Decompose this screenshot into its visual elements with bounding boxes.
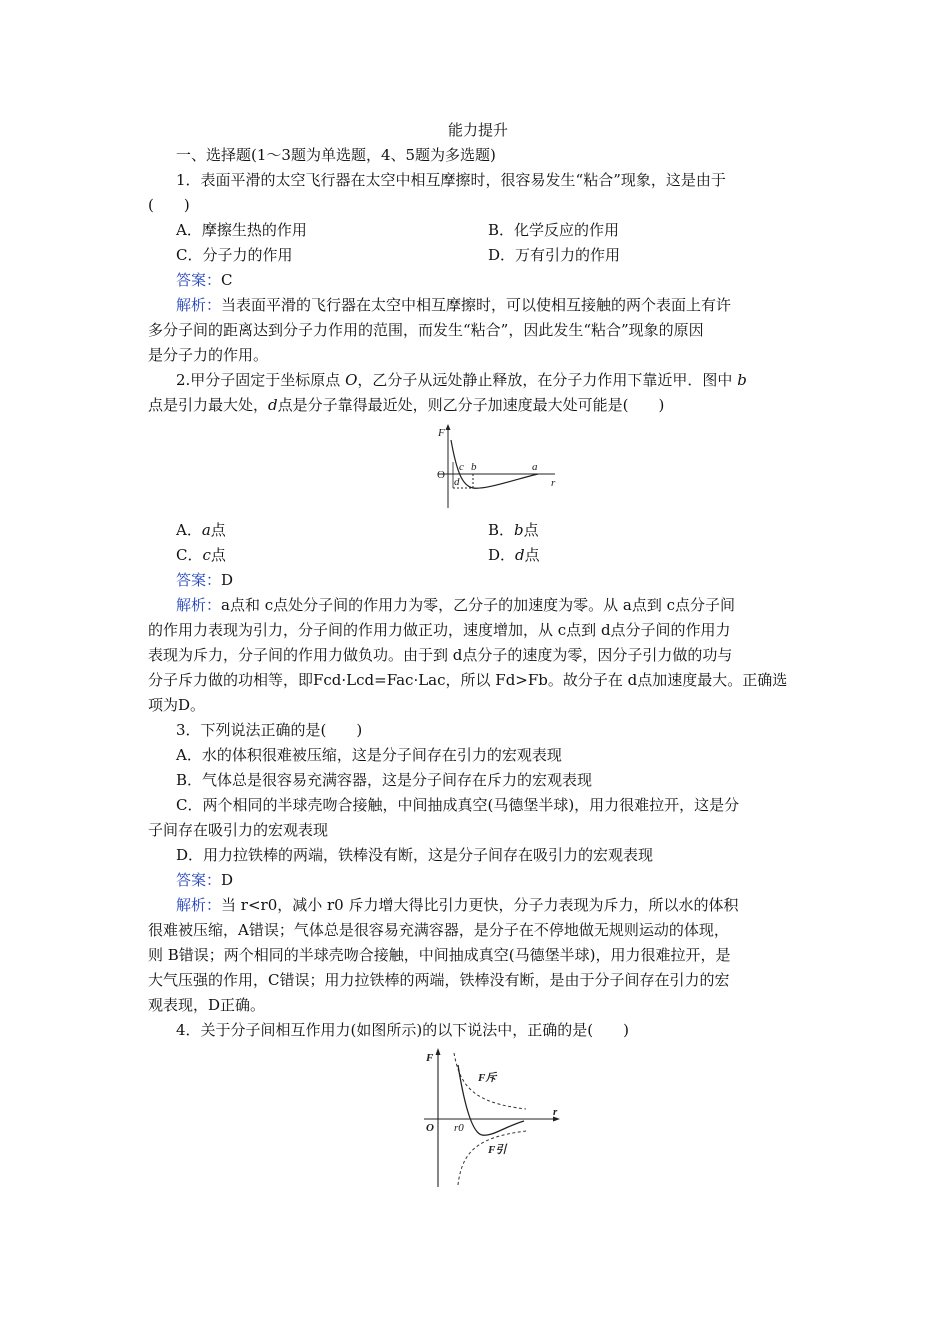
y-axis-label: F: [426, 1052, 434, 1064]
q2-analysis-line-5: 项为D。: [148, 696, 206, 714]
q1-analysis-line-2: 多分子间的距离达到分子力作用的范围，而发生“粘合”，因此发生“粘合”现象的原因: [148, 321, 704, 339]
origin-label: O: [437, 469, 445, 481]
stem-text: 点是分子靠得最近处，则乙分子加速度最大处可能是( ): [277, 396, 665, 414]
q2-options-row-1: [148, 518, 808, 543]
q3-analysis-line-1: [148, 893, 808, 918]
x-axis-label: r: [553, 1106, 558, 1118]
q1-option-c: C．分子力的作用: [176, 246, 293, 264]
origin-label: O: [426, 1122, 434, 1134]
q2-analysis-line-4: 分子斥力做的功相等，即Fcd·Lcd=Fac·Lac，所以 Fd>Fb。故分子在 d点加速度最大。正确选: [148, 671, 788, 689]
q3-option-a: A．水的体积很难被压缩，这是分子间存在引力的宏观表现: [176, 746, 562, 764]
stem-var: b: [737, 371, 747, 389]
q1-stem-line-2: ( ): [148, 196, 190, 214]
q2-options-row-2: [148, 543, 808, 568]
q3-option-c-line-2: 子间存在吸引力的宏观表现: [148, 821, 329, 839]
q2-stem-line-2: [148, 393, 808, 418]
q2-option-a: A．a点: [176, 521, 226, 539]
answer-label: 答案：: [176, 271, 222, 289]
answer-label: 答案：: [176, 871, 222, 889]
answer-value: D: [221, 871, 234, 889]
q4-force-graph: [148, 1047, 808, 1187]
q1-option-b: B．化学反应的作用: [488, 221, 620, 239]
document-page: [148, 118, 808, 1187]
q2-analysis-line-1: [148, 593, 808, 618]
q1-option-d: D．万有引力的作用: [488, 246, 621, 264]
q3-option-d: D．用力拉铁棒的两端，铁棒没有断，这是分子间存在吸引力的宏观表现: [176, 846, 654, 864]
point-a-label: a: [532, 461, 538, 473]
answer-label: 答案：: [176, 571, 222, 589]
q2-stem-line-1: [148, 368, 808, 393]
q1-stem-line-1: 1．表面平滑的太空飞行器在太空中相互摩擦时，很容易发生“粘合”现象，这是由于: [176, 171, 726, 189]
stem-var: d: [268, 396, 278, 414]
page-title: 能力提升: [447, 121, 508, 139]
q1-options-row-1: [148, 218, 808, 243]
y-axis-arrow: [436, 1048, 441, 1055]
point-c-label: c: [459, 461, 464, 473]
q3-stem: 3．下列说法正确的是( ): [176, 721, 363, 739]
q2-analysis-line-3: 表现为斥力，分子间的作用力做负功。由于到 d点分子的速度为零，因分子引力做的功与: [148, 646, 733, 664]
q3-option-b: B．气体总是很容易充满容器，这是分子间存在斥力的宏观表现: [176, 771, 593, 789]
q1-analysis-line-1: [148, 293, 808, 318]
analysis-label: 解析：: [176, 296, 222, 314]
attractive-force-label: F引: [488, 1144, 507, 1156]
q2-option-b: B．b点: [488, 521, 539, 539]
force-curve: [451, 440, 538, 488]
stem-text: 2.甲分子固定于坐标原点: [176, 371, 346, 389]
q2-option-c: C．c点: [176, 546, 226, 564]
q2-answer: [148, 568, 808, 593]
q3-answer: [148, 868, 808, 893]
stem-text: ，乙分子从远处静止释放，在分子力作用下靠近甲．图中: [357, 371, 738, 389]
q2-analysis-line-2: 的作用力表现为引力，分子间的作用力做正功，速度增加，从 c点到 d点分子间的作用力: [148, 621, 731, 639]
q1-options-row-2: [148, 243, 808, 268]
q4-figure: [148, 1047, 808, 1187]
analysis-text: 当 r<r0，减小 r0 斥力增大得比引力更快，分子力表现为斥力，所以水的体积: [221, 896, 739, 914]
section-heading: 一、选择题(1～3题为单选题，4、5题为多选题): [176, 146, 496, 164]
analysis-label: 解析：: [176, 896, 222, 914]
q2-force-graph: [148, 422, 808, 508]
point-b-label: b: [471, 461, 477, 473]
q3-analysis-line-5: 观表现，D正确。: [148, 996, 266, 1014]
q2-option-d: D．d点: [488, 546, 540, 564]
q1-analysis-line-3: 是分子力的作用。: [148, 346, 269, 364]
x-axis-label: r: [551, 477, 556, 489]
q3-analysis-line-2: 很难被压缩，A错误；气体总是很容易充满容器，是分子在不停地做无规则运动的体现，: [148, 921, 729, 939]
q1-answer: [148, 268, 808, 293]
y-axis-arrow: [446, 424, 451, 430]
point-d-label: d: [454, 476, 460, 488]
stem-var: O: [345, 371, 358, 389]
q2-figure: [148, 422, 808, 508]
repulsive-force-label: F斥: [478, 1072, 497, 1084]
analysis-text: 当表面平滑的飞行器在太空中相互摩擦时，可以使相互接触的两个表面上有许: [221, 296, 732, 314]
q3-analysis-line-3: 则 B错误；两个相同的半球壳吻合接触，中间抽成真空(马德堡半球)，用力很难拉开，是: [148, 946, 731, 964]
q3-option-c-line-1: C．两个相同的半球壳吻合接触，中间抽成真空(马德堡半球)，用力很难拉开，这是分: [176, 796, 740, 814]
q4-stem: 4．关于分子间相互作用力(如图所示)的以下说法中，正确的是( ): [176, 1021, 629, 1039]
r0-label: r0: [454, 1122, 464, 1134]
q3-analysis-line-4: 大气压强的作用，C错误；用力拉铁棒的两端，铁棒没有断，是由于分子间存在引力的宏: [148, 971, 730, 989]
analysis-label: 解析：: [176, 596, 222, 614]
q1-option-a: A．摩擦生热的作用: [176, 221, 307, 239]
stem-text: 点是引力最大处，: [148, 396, 269, 414]
answer-value: D: [221, 571, 234, 589]
analysis-text: a点和 c点处分子间的作用力为零，乙分子的加速度为零。从 a点到 c点分子间: [221, 596, 736, 614]
attractive-force-curve: [458, 1131, 526, 1185]
y-axis-label: F: [438, 427, 445, 439]
answer-value: C: [221, 271, 233, 289]
